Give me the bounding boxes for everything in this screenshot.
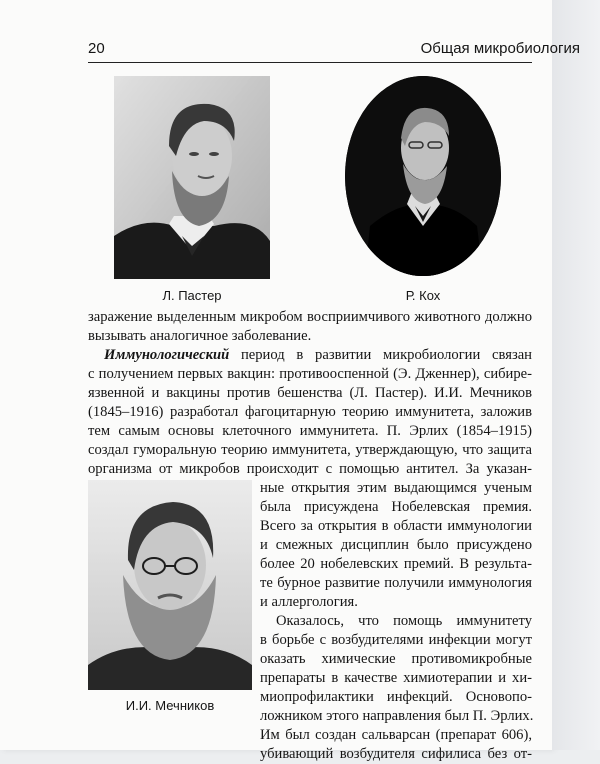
text-line: Оказалось, что помощь иммунитету bbox=[276, 613, 532, 629]
text-line: Всего за открытия в области иммунологии bbox=[260, 518, 532, 534]
text-line: Им был создан сальварсан (препарат 606), bbox=[260, 727, 532, 743]
text-line: язвенной и вакцины против бешенства (Л. Пастер). И.И. Мечников bbox=[88, 385, 532, 401]
text-line: заражение выделенным микробом восприимчивого животного должно bbox=[88, 309, 532, 325]
text-line: убивающий возбудителя сифилиса без от- bbox=[260, 746, 532, 762]
pasteur-portrait bbox=[114, 76, 270, 279]
emphasized-term: Иммунологический bbox=[104, 347, 230, 363]
page-edge bbox=[552, 0, 600, 750]
text-line: оказать химические противомикробные bbox=[260, 651, 532, 667]
koch-caption: Р. Кох bbox=[405, 288, 441, 303]
text-line: те бурное развитие получили иммунология bbox=[260, 575, 532, 591]
running-title: Общая микробиология bbox=[420, 40, 580, 57]
text-line: ные открытия этим выдающимся ученым bbox=[260, 480, 532, 496]
text-line: организма от микробов происходит с помощью антител. За указан- bbox=[88, 461, 532, 477]
text-line: с получением первых вакцин: противооспенной (Э. Дженнер), сибире- bbox=[88, 366, 532, 382]
text-line: создал гуморальную теорию иммунитета, утверждающую, что защита bbox=[88, 442, 532, 458]
text-line: тем самым основы клеточного иммунитета. П. Эрлих (1854–1915) bbox=[88, 423, 532, 439]
text-line bbox=[104, 346, 532, 365]
text-line: и аллергология. bbox=[260, 594, 358, 610]
text-line: была присуждена Нобелевская премия. bbox=[260, 499, 532, 515]
header-rule bbox=[88, 62, 532, 63]
text-line: препараты в качестве химиотерапии и хи- bbox=[260, 670, 532, 686]
mechnikov-caption: И.И. Мечников bbox=[125, 698, 215, 713]
text-line: и смежных дисциплин было присуждено bbox=[260, 537, 532, 553]
page-number: 20 bbox=[88, 40, 105, 57]
mechnikov-portrait bbox=[88, 480, 252, 690]
text-line: (1845–1916) разработал фагоцитарную теорию иммунитета, заложив bbox=[88, 404, 532, 420]
text-span: период в развитии микробиологии связан bbox=[229, 347, 532, 363]
text-line: миопрофилактики инфекций. Основопо- bbox=[260, 689, 532, 705]
text-line: в борьбе с возбудителями инфекции могут bbox=[260, 632, 532, 648]
pasteur-caption: Л. Пастер bbox=[162, 288, 222, 303]
text-line: вызывать аналогичное заболевание. bbox=[88, 328, 312, 344]
text-line: более 20 нобелевских премий. В результа- bbox=[260, 556, 532, 572]
koch-portrait bbox=[345, 76, 501, 276]
text-line: ложником этого направления был П. Эрлих. bbox=[260, 708, 534, 724]
